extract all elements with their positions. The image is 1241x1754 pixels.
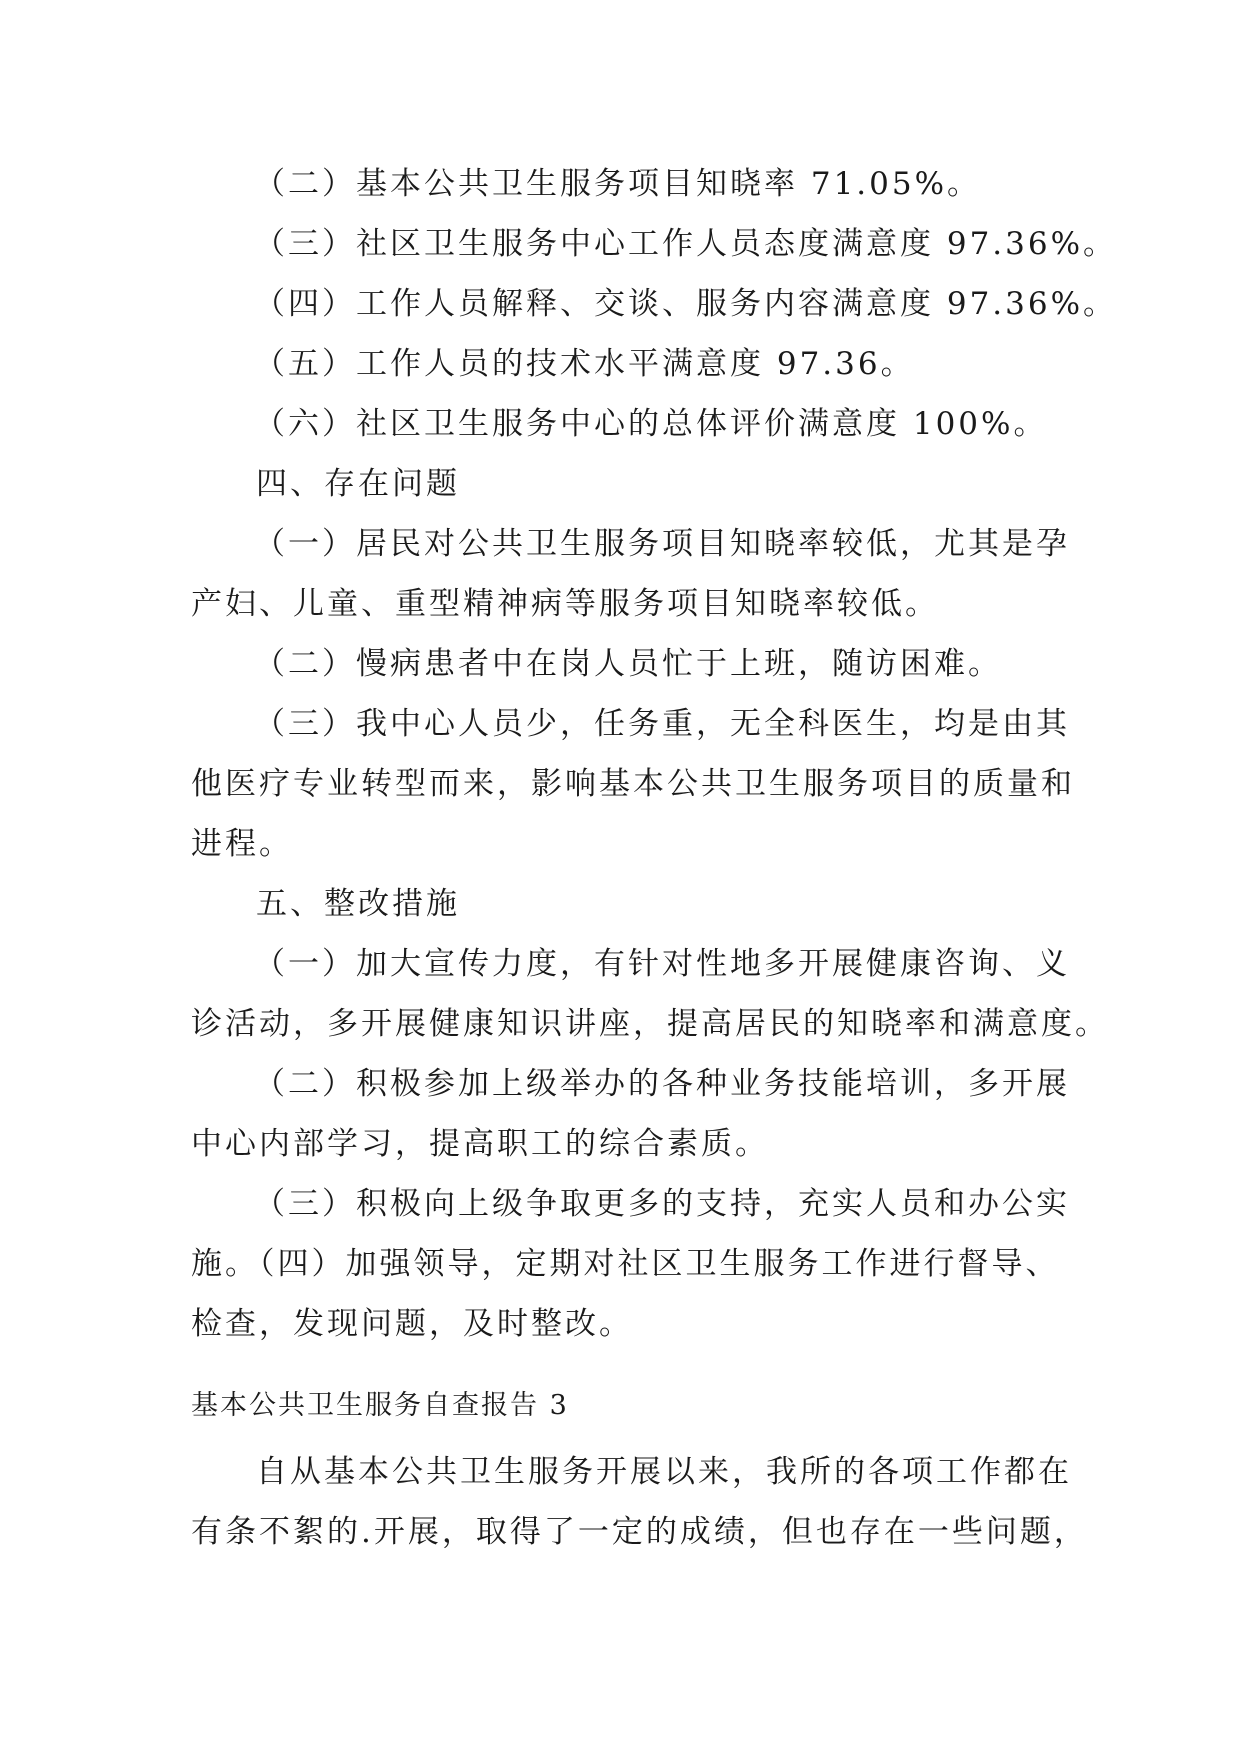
section-heading-problems: 四、存在问题 <box>256 466 460 502</box>
report-intro-line-1: 自从基本公共卫生服务开展以来，我所的各项工作都在 <box>256 1454 1072 1490</box>
item-staff-explanation: （四）工作人员解释、交谈、服务内容满意度 97.36%。 <box>254 286 1118 322</box>
measure-3-line-3: 检查，发现问题，及时整改。 <box>191 1306 633 1342</box>
item-technical-level: （五）工作人员的技术水平满意度 97.36。 <box>254 346 915 382</box>
problem-3-line-1: （三）我中心人员少，任务重，无全科医生，均是由其 <box>254 706 1070 742</box>
problem-1-line-1: （一）居民对公共卫生服务项目知晓率较低，尤其是孕 <box>254 526 1070 562</box>
measure-2-line-1: （二）积极参加上级举办的各种业务技能培训，多开展 <box>254 1066 1070 1102</box>
measure-2-line-2: 中心内部学习，提高职工的综合素质。 <box>191 1126 769 1162</box>
item-overall-evaluation: （六）社区卫生服务中心的总体评价满意度 100%。 <box>254 406 1048 442</box>
item-staff-attitude: （三）社区卫生服务中心工作人员态度满意度 97.36%。 <box>254 226 1118 262</box>
problem-2: （二）慢病患者中在岗人员忙于上班，随访困难。 <box>254 646 1002 682</box>
measure-1-line-1: （一）加大宣传力度，有针对性地多开展健康咨询、义 <box>254 946 1070 982</box>
report-title: 基本公共卫生服务自查报告 3 <box>191 1390 569 1421</box>
measure-1-line-2: 诊活动，多开展健康知识讲座，提高居民的知晓率和满意度。 <box>191 1006 1109 1042</box>
problem-1-line-2: 产妇、儿童、重型精神病等服务项目知晓率较低。 <box>191 586 939 622</box>
problem-3-line-2: 他医疗专业转型而来，影响基本公共卫生服务项目的质量和 <box>191 766 1075 802</box>
section-heading-measures: 五、整改措施 <box>256 886 460 922</box>
measure-3-line-2: 施。（四）加强领导，定期对社区卫生服务工作进行督导、 <box>191 1246 1060 1282</box>
item-awareness-rate: （二）基本公共卫生服务项目知晓率 71.05%。 <box>254 166 982 202</box>
measure-3-line-1: （三）积极向上级争取更多的支持，充实人员和办公实 <box>254 1186 1070 1222</box>
problem-3-line-3: 进程。 <box>191 826 293 862</box>
report-intro-line-2: 有条不絮的.开展，取得了一定的成绩，但也存在一些问题， <box>191 1514 1088 1550</box>
